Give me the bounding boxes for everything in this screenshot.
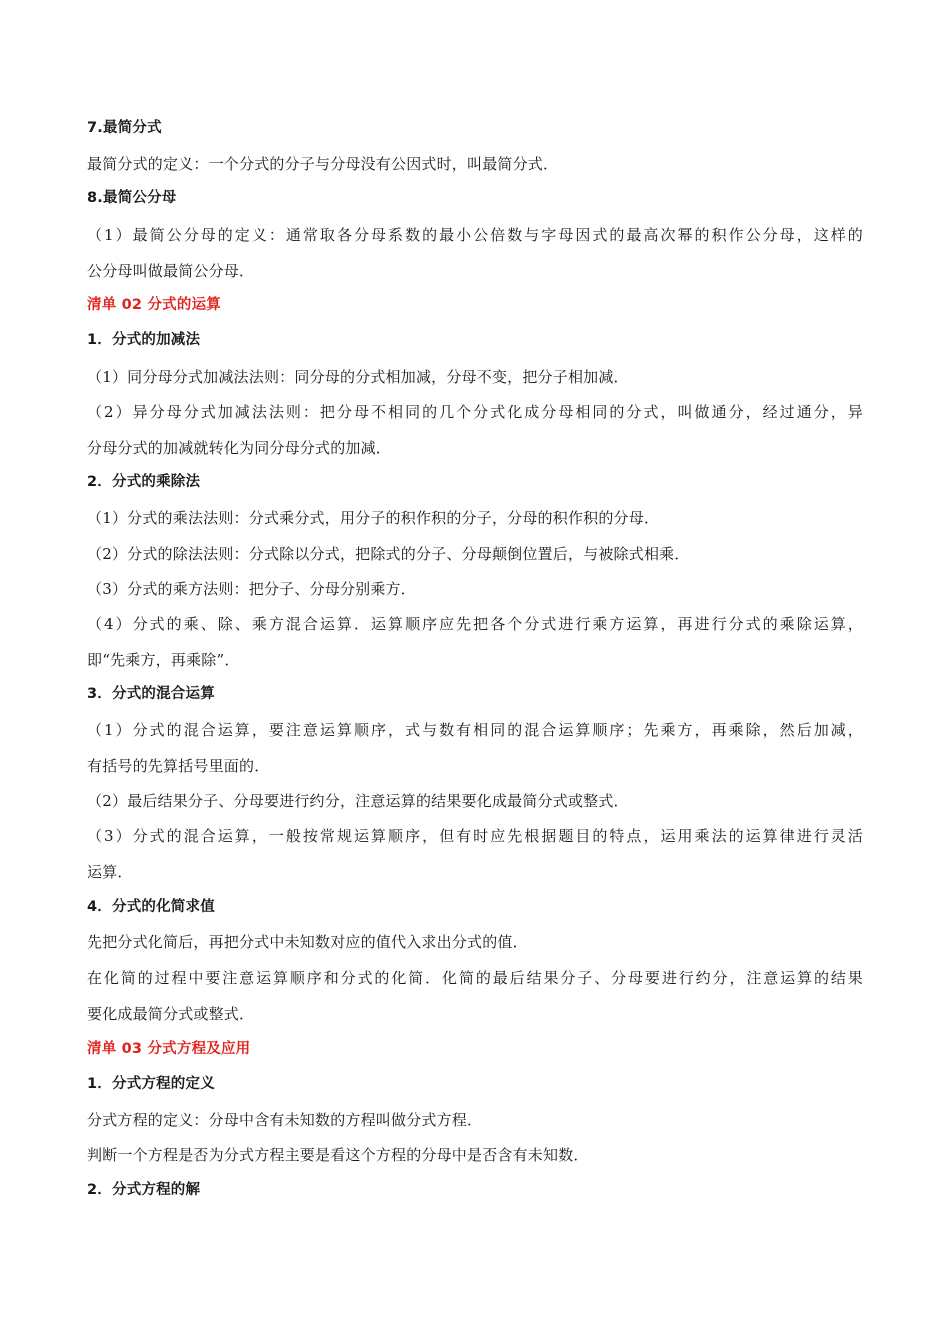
paragraph: （1）同分母分式加减法法则：同分母的分式相加减，分母不变，把分子相加减． — [87, 368, 629, 386]
section-title-02: 清单 02 分式的运算 — [87, 297, 221, 313]
paragraph: （1）分式的乘法法则：分式乘分式，用分子的积作积的分子，分母的积作积的分母． — [87, 509, 660, 527]
subheading-fractional-equation-solution: 2．分式方程的解 — [87, 1182, 201, 1198]
paragraph: （2）异分母分式加减法法则：把分母不相同的几个分式化成分母相同的分式，叫做通分，经过通分，异 — [87, 403, 863, 421]
paragraph: 有括号的先算括号里面的． — [87, 757, 270, 775]
paragraph: 最简分式的定义：一个分式的分子与分母没有公因式时，叫最简分式． — [87, 155, 559, 173]
paragraph: 运算． — [87, 863, 133, 881]
subheading-multiply-divide: 2．分式的乘除法 — [87, 474, 201, 490]
paragraph: 判断一个方程是否为分式方程主要是看这个方程的分母中是否含有未知数． — [87, 1146, 589, 1164]
paragraph: （2）最后结果分子、分母要进行约分，注意运算的结果要化成最简分式或整式． — [87, 792, 629, 810]
paragraph: 要化成最简分式或整式． — [87, 1005, 255, 1023]
paragraph: 分式方程的定义：分母中含有未知数的方程叫做分式方程． — [87, 1111, 483, 1129]
paragraph: （3）分式的混合运算，一般按常规运算顺序，但有时应先根据题目的特点，运用乘法的运算律进行灵活 — [87, 827, 863, 845]
paragraph: 分母分式的加减就转化为同分母分式的加减． — [87, 439, 392, 457]
paragraph: 先把分式化简后，再把分式中未知数对应的值代入求出分式的值． — [87, 933, 528, 951]
paragraph: （3）分式的乘方法则：把分子、分母分别乘方． — [87, 580, 416, 598]
paragraph: （1）最简公分母的定义：通常取各分母系数的最小公倍数与字母因式的最高次幂的积作公分母，这样的 — [87, 226, 863, 244]
paragraph: 在化简的过程中要注意运算顺序和分式的化简．化简的最后结果分子、分母要进行约分，注意运算的结果 — [87, 969, 863, 987]
subheading-fractional-equation-definition: 1．分式方程的定义 — [87, 1076, 215, 1092]
heading-lcd: 8.最简公分母 — [87, 190, 177, 206]
heading-simplest-fraction: 7.最简分式 — [87, 120, 162, 136]
paragraph: 公分母叫做最简公分母． — [87, 262, 255, 280]
subheading-add-subtract: 1．分式的加减法 — [87, 332, 201, 348]
subheading-simplify-evaluate: 4．分式的化简求值 — [87, 899, 215, 915]
paragraph: （2）分式的除法法则：分式除以分式，把除式的分子、分母颠倒位置后，与被除式相乘． — [87, 545, 690, 563]
subheading-mixed-operations: 3．分式的混合运算 — [87, 686, 215, 702]
paragraph: （1）分式的混合运算，要注意运算顺序，式与数有相同的混合运算顺序；先乘方，再乘除，然后加减， — [87, 721, 863, 739]
paragraph: （4）分式的乘、除、乘方混合运算．运算顺序应先把各个分式进行乘方运算，再进行分式的乘除运算， — [87, 615, 863, 633]
section-title-03: 清单 03 分式方程及应用 — [87, 1041, 251, 1057]
paragraph: 即“先乘方，再乘除”． — [87, 651, 240, 669]
